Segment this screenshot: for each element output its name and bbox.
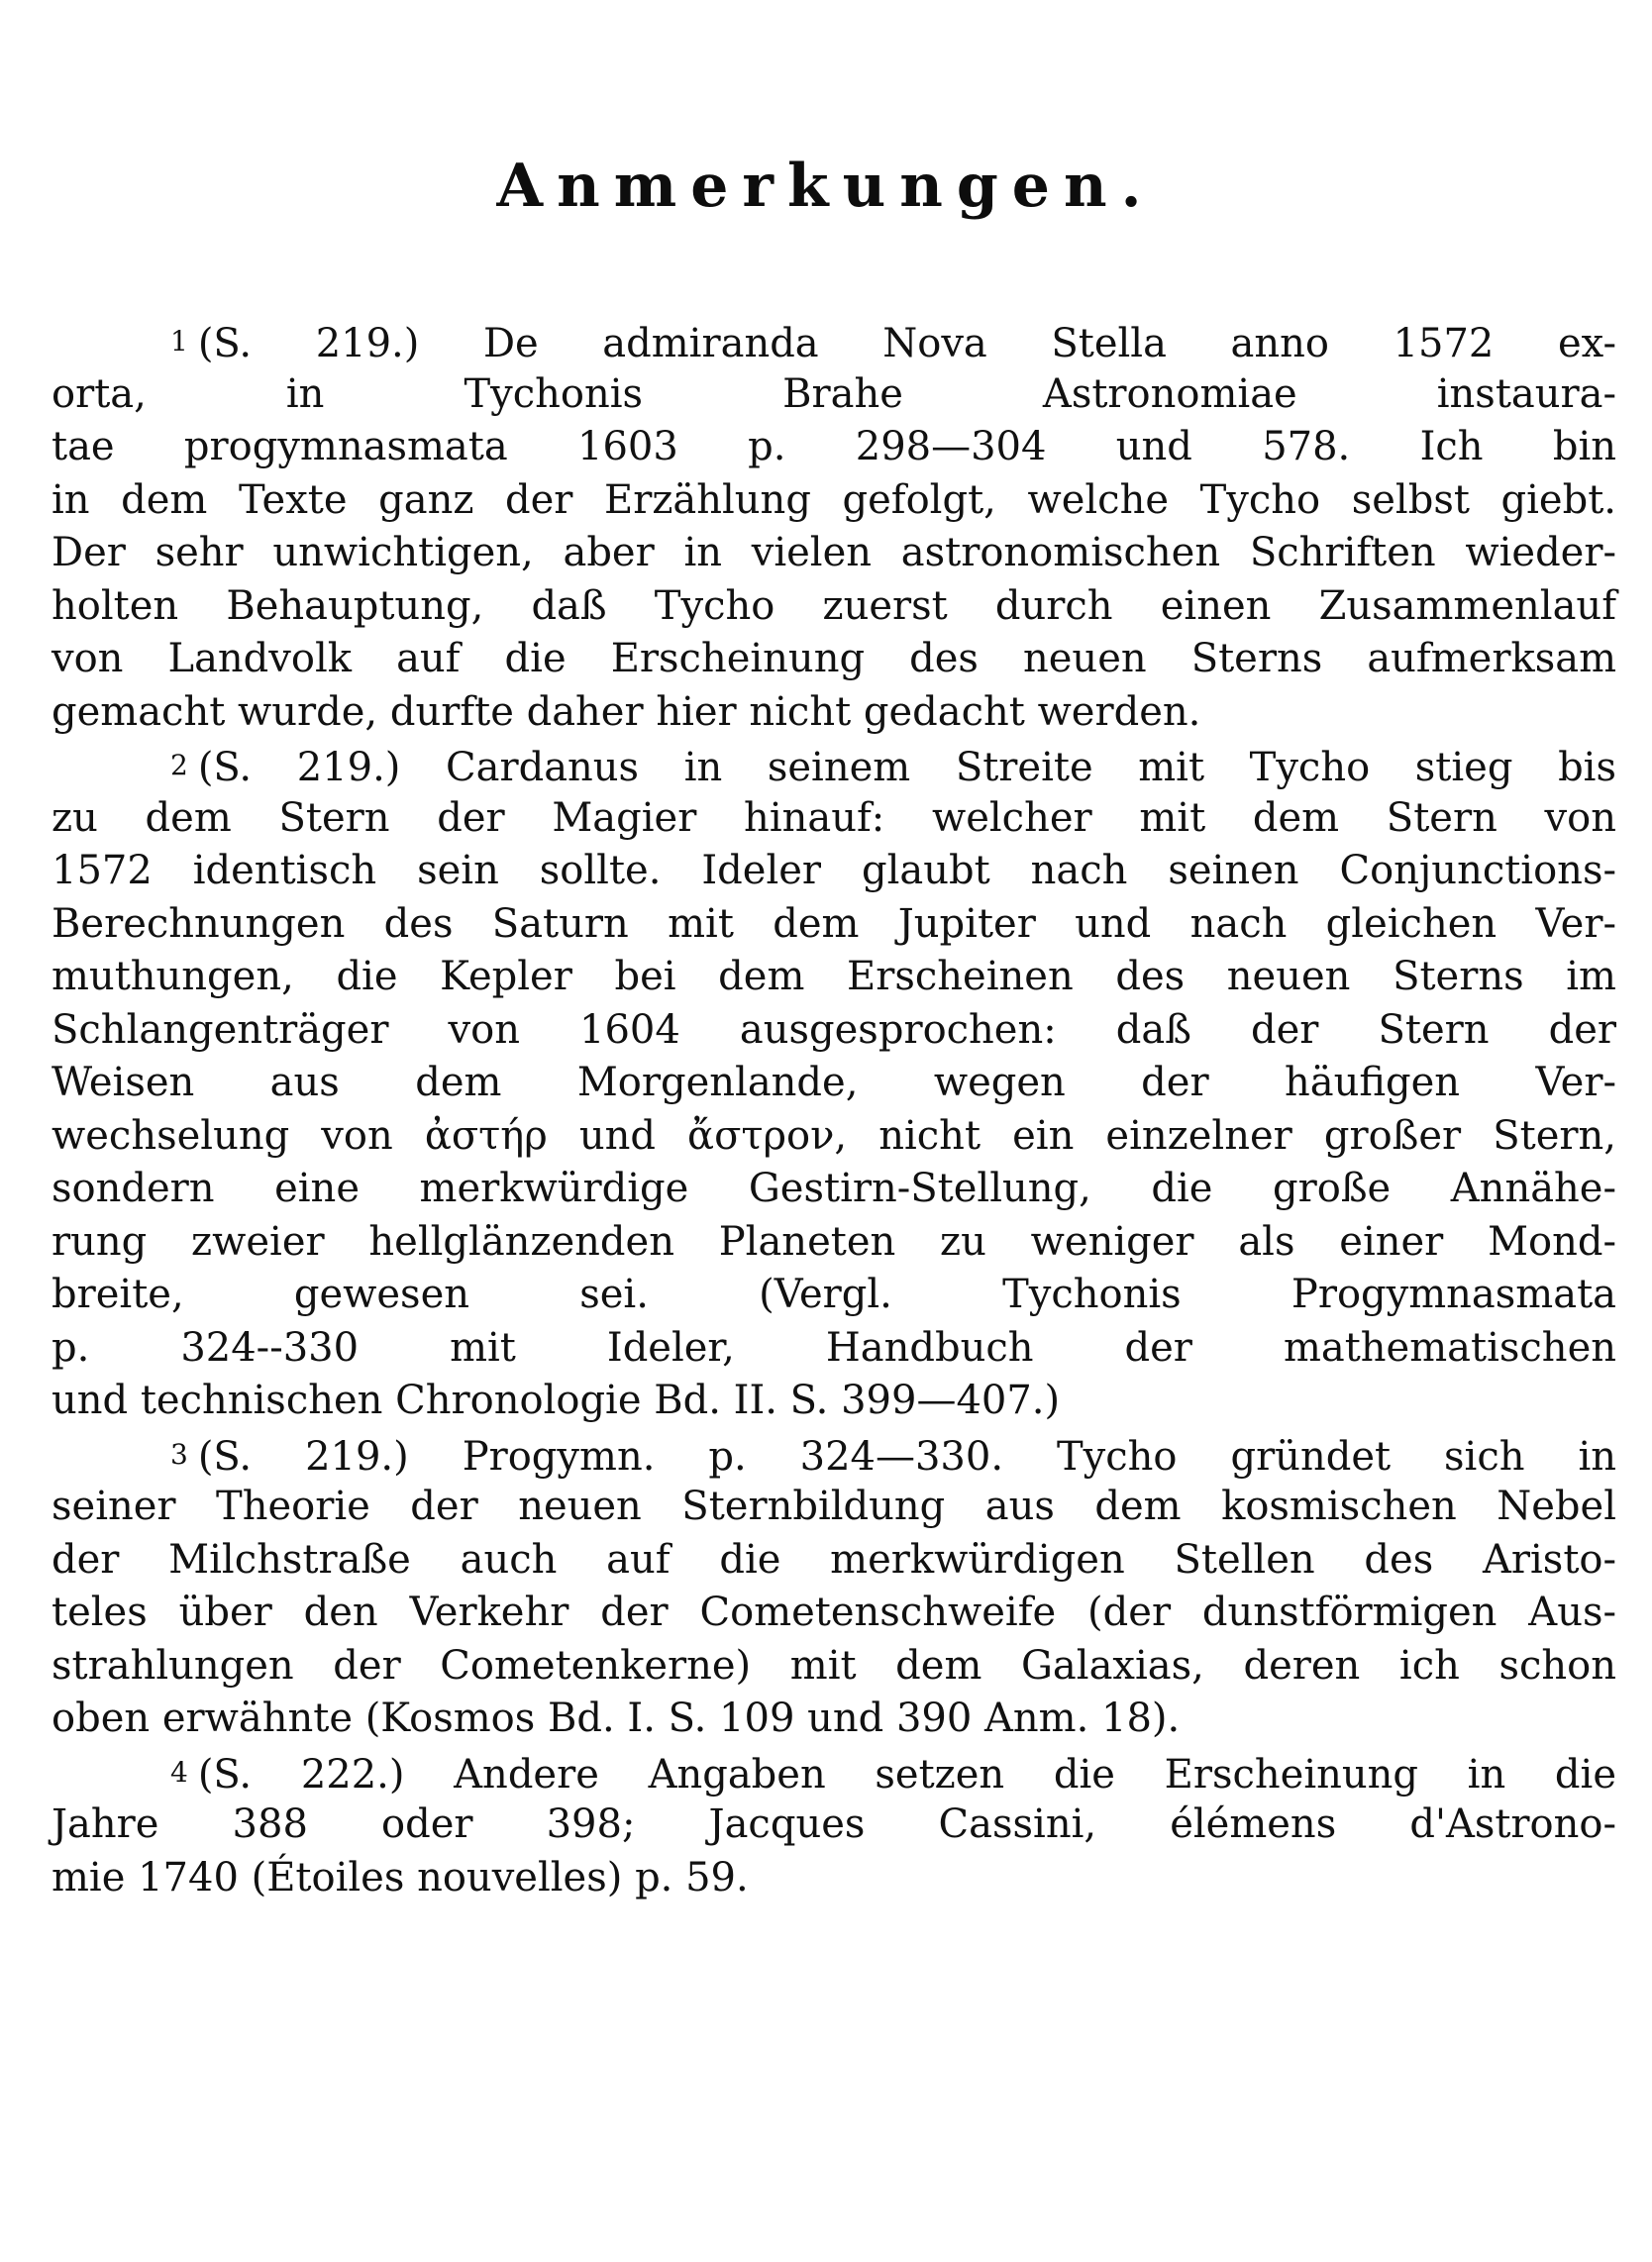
note-line: 3 (S. 219.) Progymn. p. 324—330. Tycho gründet sich in [170, 1433, 1616, 1480]
note-1 [52, 315, 1616, 739]
note-line: tae progymnasmata 1603 p. 298—304 und 578. Ich bin [52, 424, 1616, 469]
note-4 [52, 1746, 1616, 1905]
note-line: teles über den Verkehr der Cometenschweife (der dunstförmigen Aus- [52, 1590, 1616, 1635]
note-line: 1572 identisch sein sollte. Ideler glaubt nach seinen Conjunctions- [52, 848, 1616, 893]
note-2 [52, 739, 1616, 1428]
note-number: 4 [170, 1755, 188, 1789]
note-number: 3 [170, 1437, 188, 1471]
note-line: orta, in Tychonis Brahe Astronomiae instaura- [52, 370, 1616, 417]
note-line: Weisen aus dem Morgenlande, wegen der häufigen Ver- [52, 1060, 1616, 1105]
note-line: gemacht wurde, durfte daher hier nicht gedacht werden. [52, 688, 1201, 735]
note-line: Jahre 388 oder 398; Jacques Cassini, élémens d'Astrono- [52, 1801, 1616, 1847]
note-line: wechselung von ἀστήρ und ἄστρον, nicht ein einzelner großer Stern, [52, 1112, 1616, 1159]
note-line: holten Behauptung, daß Tycho zuerst durch einen Zusammenlauf [52, 582, 1616, 629]
page-heading: Anmerkungen. [496, 152, 1156, 221]
note-3 [52, 1428, 1616, 1746]
note-line: muthungen, die Kepler bei dem Erscheinen des neuen Sterns im [52, 954, 1616, 999]
note-line: Berechnungen des Saturn mit dem Jupiter und nach gleichen Ver- [52, 900, 1616, 947]
note-line: von Landvolk auf die Erscheinung des neuen Sterns aufmerksam [52, 636, 1616, 681]
note-line: 1 (S. 219.) De admiranda Nova Stella anno 1572 ex- [170, 321, 1616, 366]
note-line: 2 (S. 219.) Cardanus in seinem Streite mit Tycho stieg bis [170, 745, 1616, 790]
note-line: und technischen Chronologie Bd. II. S. 399—407.) [52, 1378, 1061, 1423]
note-line: rung zweier hellglänzenden Planeten zu weniger als einer Mond- [52, 1218, 1616, 1265]
note-line: 4 (S. 222.) Andere Angaben setzen die Erscheinung in die [170, 1751, 1616, 1798]
note-line: sondern eine merkwürdige Gestirn-Stellung, die große Annähe- [52, 1166, 1616, 1211]
note-number: 1 [170, 325, 188, 358]
note-line: der Milchstraße auch auf die merkwürdigen Stellen des Aristo- [52, 1536, 1616, 1583]
note-line: zu dem Stern der Magier hinauf: welcher mit dem Stern von [52, 794, 1616, 841]
note-line: p. 324--330 mit Ideler, Handbuch der mathematischen [52, 1324, 1616, 1371]
note-line: Der sehr unwichtigen, aber in vielen astronomischen Schriften wieder- [52, 530, 1616, 575]
note-line: Schlangenträger von 1604 ausgesprochen: daß der Stern der [52, 1006, 1616, 1053]
note-line: in dem Texte ganz der Erzählung gefolgt, welche Tycho selbst giebt. [52, 476, 1616, 523]
note-line: strahlungen der Cometenkerne) mit dem Galaxias, deren ich schon [52, 1642, 1616, 1689]
note-number: 2 [170, 749, 188, 781]
note-line: mie 1740 (Étoiles nouvelles) p. 59. [52, 1854, 749, 1901]
note-line: breite, gewesen sei. (Vergl. Tychonis Progymnasmata [52, 1272, 1616, 1317]
notes-body [52, 315, 1616, 1904]
note-line: oben erwähnte (Kosmos Bd. I. S. 109 und 390 Anm. 18). [52, 1696, 1181, 1741]
note-line: seiner Theorie der neuen Sternbildung aus dem kosmischen Nebel [52, 1484, 1616, 1529]
